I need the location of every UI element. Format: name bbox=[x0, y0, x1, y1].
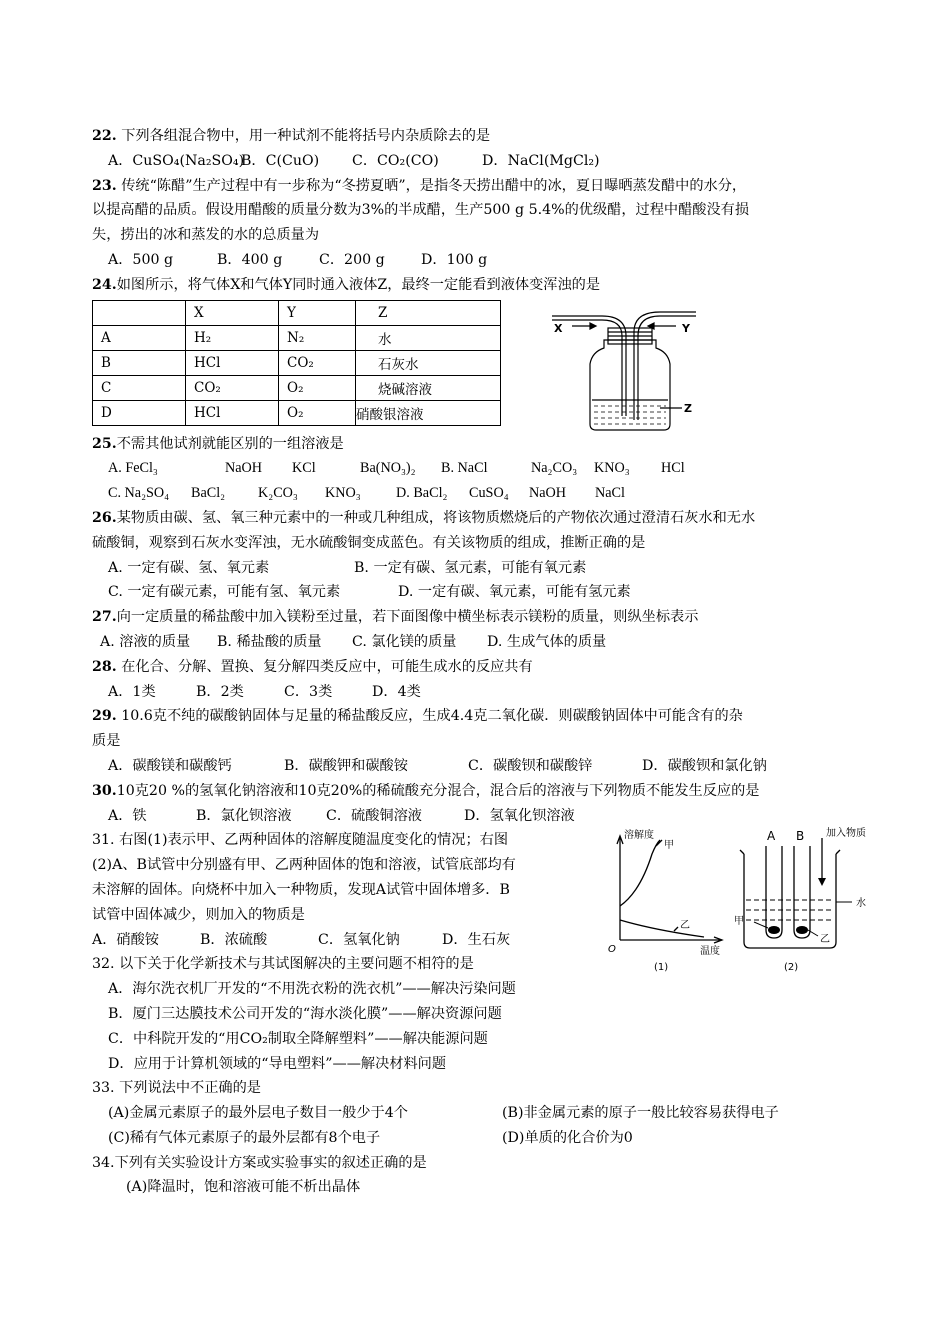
table-cell: 烧碱溶液 bbox=[356, 375, 501, 400]
table-cell: A bbox=[93, 325, 186, 350]
q34-option-a: (A)降温时，饱和溶液可能不析出晶体 bbox=[126, 1179, 361, 1196]
table-row bbox=[93, 350, 501, 375]
q30-option-b: B．氯化钡溶液 bbox=[196, 807, 292, 824]
q26-options-ab bbox=[92, 556, 882, 581]
q29-options bbox=[92, 754, 882, 779]
label-z: Z bbox=[684, 401, 692, 415]
q31-line-4: 试管中固体减少，则加入的物质是 bbox=[92, 906, 305, 923]
q25-item: HCl bbox=[661, 460, 685, 477]
q23-option-a: A．500 g bbox=[108, 251, 174, 268]
q22-option-c: C．CO₂(CO) bbox=[352, 152, 439, 169]
water-lines bbox=[746, 900, 834, 920]
q28-option-b: B．2类 bbox=[196, 683, 244, 700]
q27-option-c: C. 氯化镁的质量 bbox=[352, 633, 457, 650]
fig1-yi-label: 乙 bbox=[680, 920, 690, 932]
q26-number: 26. bbox=[92, 509, 117, 526]
q26-line-2: 硫酸铜，观察到石灰水变浑浊，无水硫酸铜变成蓝色。有关该物质的组成，推断正确的是 bbox=[92, 534, 646, 551]
q26-line-1 bbox=[92, 506, 882, 531]
fig1-xlabel: 温度 bbox=[700, 946, 720, 958]
q25-text: 不需其他试剂就能区别的一组溶液是 bbox=[116, 435, 344, 452]
q25-item: NaOH bbox=[529, 485, 567, 502]
q33-stem: 33. 下列说法中不正确的是 bbox=[92, 1080, 261, 1097]
q22-stem bbox=[92, 124, 882, 149]
q25-options-line-2 bbox=[92, 481, 882, 506]
q23-text-1: 传统“陈醋”生产过程中有一步称为“冬捞夏晒”，是指冬天捞出醋中的冰，夏日曝晒蒸发醋中的水分， bbox=[121, 177, 747, 194]
q30-option-d: D．氢氧化钡溶液 bbox=[464, 807, 575, 824]
q31-line-1: 31. 右图(1)表示甲、乙两种固体的溶解度随温度变化的情况；右图 bbox=[92, 832, 509, 849]
q25-stem bbox=[92, 432, 882, 457]
table-cell: X bbox=[186, 300, 279, 325]
q28-number: 28. bbox=[92, 658, 117, 675]
q26-text-1: 某物质由碳、氢、氧三种元素中的一种或几种组成，将该物质燃烧后的产物依次通过澄清石灰水和无水 bbox=[116, 509, 756, 526]
inlet-tube-x bbox=[552, 320, 622, 416]
table-cell: O₂ bbox=[279, 400, 356, 425]
gas-bottle-diagram bbox=[542, 296, 702, 436]
q28-option-a: A．1类 bbox=[108, 683, 156, 700]
bottle-outline bbox=[590, 340, 670, 430]
q23-line-1 bbox=[92, 174, 882, 199]
q25-item: KNO₃ bbox=[325, 485, 361, 502]
curve-yi bbox=[620, 920, 704, 937]
q29-text-1: 10.6克不纯的碳酸钠固体与足量的稀盐酸反应，生成4.4克二氧化碳．则碳酸钠固体中可能含有的杂 bbox=[121, 708, 743, 725]
q25-item: Na₂CO₃ bbox=[531, 460, 578, 477]
q26-option-b: B. 一定有碳、氢元素，可能有氧元素 bbox=[354, 559, 587, 576]
q25-item: K₂CO₃ bbox=[258, 485, 298, 502]
q26-option-d: D. 一定有碳、氧元素，可能有氢元素 bbox=[398, 584, 631, 601]
q29-line-2: 质是 bbox=[92, 733, 121, 750]
q22-text: 下列各组混合物中，用一种试剂不能将括号内杂质除去的是 bbox=[121, 128, 491, 144]
fig1-caption: (1) bbox=[654, 962, 669, 974]
q25-item: C. Na₂SO₄ bbox=[108, 485, 170, 502]
curve-jia bbox=[620, 840, 660, 906]
q27-option-d: D. 生成气体的质量 bbox=[487, 633, 607, 650]
q26-option-c: C. 一定有碳元素，可能有氢、氧元素 bbox=[108, 584, 341, 601]
table-cell bbox=[93, 300, 186, 325]
q26-options-cd bbox=[92, 580, 882, 605]
q29-option-a: A．碳酸镁和碳酸钙 bbox=[108, 757, 232, 774]
q23-options bbox=[92, 248, 882, 273]
table-cell: Z bbox=[356, 300, 501, 325]
q30-option-c: C．硫酸铜溶液 bbox=[326, 807, 422, 824]
q33-options-cd bbox=[92, 1126, 882, 1151]
q23-line-3: 失，捞出的冰和蒸发的水的总质量为 bbox=[92, 227, 320, 244]
table-row bbox=[93, 375, 501, 400]
q29-option-c: C．碳酸钡和碳酸锌 bbox=[468, 757, 593, 774]
q33-option-d: (D)单质的化合价为0 bbox=[502, 1129, 633, 1146]
table-cell: C bbox=[93, 375, 186, 400]
q32-stem: 32. 以下关于化学新技术与其试图解决的主要问题不相符的是 bbox=[92, 956, 474, 973]
q34-stem: 34.下列有关实验设计方案或实验事实的叙述正确的是 bbox=[92, 1154, 427, 1171]
q27-options bbox=[92, 630, 882, 655]
q22-option-d: D．NaCl(MgCl₂) bbox=[482, 152, 600, 169]
question-page bbox=[92, 124, 882, 1200]
q23-option-c: C．200 g bbox=[319, 251, 385, 268]
table-row bbox=[93, 300, 501, 325]
q28-option-d: D．4类 bbox=[372, 683, 421, 700]
q23-option-d: D．100 g bbox=[421, 251, 488, 268]
q33-options-ab bbox=[92, 1101, 882, 1126]
q25-options-line-1 bbox=[92, 456, 882, 481]
fig1-ylabel: 溶解度 bbox=[624, 830, 654, 842]
q33-option-b: (B)非金属元素的原子一般比较容易获得电子 bbox=[502, 1105, 779, 1122]
q24-number: 24. bbox=[92, 276, 117, 293]
q32-option-b: B．厦门三达膜技术公司开发的“海水淡化膜”——解决资源问题 bbox=[108, 1005, 502, 1022]
q23-option-b: B．400 g bbox=[217, 251, 283, 268]
add-substance-label: 加入物质 bbox=[826, 828, 866, 840]
fig1-jia-label: 甲 bbox=[664, 840, 674, 852]
q23-line-2: 以提高醋的品质。假设用醋酸的质量分数为3%的半成醋，生产500 g 5.4%的优级醋，过程中醋酸没有损 bbox=[92, 202, 750, 219]
q25-item: NaCl bbox=[595, 485, 625, 502]
table-cell: Y bbox=[279, 300, 356, 325]
q31-option-d: D．生石灰 bbox=[442, 931, 511, 948]
q25-item: CuSO₄ bbox=[469, 485, 509, 502]
q25-number: 25. bbox=[92, 435, 117, 452]
q29-number: 29. bbox=[92, 708, 117, 725]
table-cell: 水 bbox=[356, 325, 501, 350]
q29-option-d: D．碳酸钡和氯化钠 bbox=[642, 757, 767, 774]
q30-number: 30. bbox=[92, 782, 117, 799]
q32-option-a: A．海尔洗衣机厂开发的“不用洗衣粉的洗衣机”——解决污染问题 bbox=[108, 981, 516, 998]
q29-option-b: B．碳酸钾和碳酸铵 bbox=[284, 757, 408, 774]
q23-number: 23. bbox=[92, 177, 117, 194]
table-cell: HCl bbox=[186, 350, 279, 375]
q31-option-b: B．浓硫酸 bbox=[200, 931, 268, 948]
q30-stem bbox=[92, 779, 882, 804]
q30-option-a: A．铁 bbox=[108, 807, 147, 824]
fig1-origin: O bbox=[608, 944, 616, 956]
table-cell: D bbox=[93, 400, 186, 425]
table-cell: 硝酸银溶液 bbox=[356, 400, 501, 425]
q24-table bbox=[92, 300, 501, 426]
q25-item: D. BaCl₂ bbox=[396, 485, 448, 502]
q31-line-2: (2)A、B试管中分别盛有甲、乙两种固体的饱和溶液，试管底部均有 bbox=[92, 857, 516, 874]
q24-stem bbox=[92, 273, 882, 298]
q25-item: Ba(NO₃)₂ bbox=[360, 460, 416, 477]
q24-body bbox=[92, 300, 882, 432]
fig2-yi-label: 乙 bbox=[820, 934, 830, 946]
q31-option-c: C．氢氧化钠 bbox=[318, 931, 400, 948]
q28-text: 在化合、分解、置换、复分解四类反应中，可能生成水的反应共有 bbox=[121, 658, 533, 675]
table-row bbox=[93, 400, 501, 425]
q28-options bbox=[92, 680, 882, 705]
q22-option-a: A．CuSO₄(Na₂SO₄) bbox=[108, 152, 245, 169]
q26-option-a: A. 一定有碳、氢、氧元素 bbox=[108, 559, 270, 576]
tube-b-label: B bbox=[796, 829, 805, 844]
q25-item: A. FeCl₃ bbox=[108, 460, 158, 477]
label-y: Y bbox=[682, 321, 690, 335]
tube-a-label: A bbox=[767, 829, 776, 844]
q22-number: 22. bbox=[92, 128, 117, 144]
q33-option-a: (A)金属元素原子的最外层电子数目一般少于4个 bbox=[108, 1105, 408, 1122]
table-cell: H₂ bbox=[186, 325, 279, 350]
q24-text: 如图所示，将气体X和气体Y同时通入液体Z，最终一定能看到液体变浑浊的是 bbox=[116, 276, 601, 293]
q27-option-b: B. 稀盐酸的质量 bbox=[217, 633, 322, 650]
test-tube-a bbox=[766, 846, 782, 938]
table-cell: O₂ bbox=[279, 375, 356, 400]
q25-item: KCl bbox=[292, 460, 316, 477]
q30-text: 10克20 %的氢氧化钠溶液和10克20%的稀硫酸充分混合，混合后的溶液与下列物质不能发生反应的是 bbox=[116, 782, 760, 799]
q31-line-3: 未溶解的固体。向烧杯中加入一种物质，发现A试管中固体增多．B bbox=[92, 881, 510, 898]
q25-item: BaCl₂ bbox=[191, 485, 226, 502]
fig2-jia-label: 甲 bbox=[734, 916, 744, 928]
label-x: X bbox=[554, 321, 563, 335]
q25-item: B. NaCl bbox=[441, 460, 488, 477]
water-label: 水 bbox=[856, 898, 866, 910]
q22-options bbox=[92, 149, 882, 174]
q33-option-c: (C)稀有气体元素原子的最外层都有8个电子 bbox=[108, 1129, 381, 1146]
table-cell: 石灰水 bbox=[356, 350, 501, 375]
q28-option-c: C．3类 bbox=[284, 683, 333, 700]
q31-option-a: A．硝酸铵 bbox=[92, 931, 159, 948]
liquid-hatch bbox=[594, 406, 666, 424]
table-cell: HCl bbox=[186, 400, 279, 425]
undissolved-solid bbox=[768, 926, 808, 934]
table-cell: B bbox=[93, 350, 186, 375]
table-cell: CO₂ bbox=[186, 375, 279, 400]
q27-text: 向一定质量的稀盐酸中加入镁粉至过量，若下面图像中横坐标表示镁粉的质量，则纵坐标表示 bbox=[116, 609, 699, 626]
q32-option-c: C．中科院开发的“用CO₂制取全降解塑料”——解决能源问题 bbox=[108, 1030, 488, 1047]
q22-option-b: B．C(CuO) bbox=[241, 152, 320, 169]
q25-item: NaOH bbox=[225, 460, 263, 477]
q27-option-a: A. 溶液的质量 bbox=[100, 633, 191, 650]
table-cell: N₂ bbox=[279, 325, 356, 350]
table-cell: CO₂ bbox=[279, 350, 356, 375]
test-tube-b bbox=[794, 846, 810, 938]
q29-line-1 bbox=[92, 704, 882, 729]
q32-option-d: D．应用于计算机领域的“导电塑料”——解决材料问题 bbox=[108, 1055, 447, 1072]
table-row bbox=[93, 325, 501, 350]
q28-stem bbox=[92, 655, 882, 680]
fig2-caption: (2) bbox=[784, 962, 799, 974]
q27-stem bbox=[92, 605, 882, 630]
q25-item: KNO₃ bbox=[594, 460, 630, 477]
q27-number: 27. bbox=[92, 609, 117, 626]
